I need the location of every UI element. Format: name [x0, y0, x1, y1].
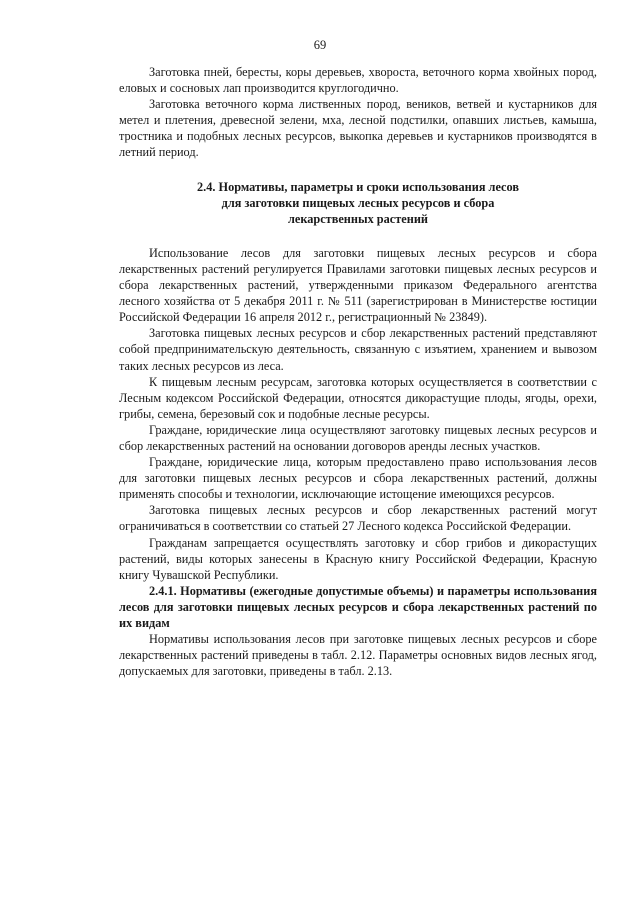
section-heading-line: 2.4. Нормативы, параметры и сроки использования лесов [197, 179, 519, 194]
section-paragraph: Заготовка пищевых лесных ресурсов и сбор лекарственных растений представляют собой предпринимательскую деятельность, связанную с изъятием, хранением и вывозом таких лесных ресурсов из леса. [119, 326, 597, 373]
page-body [119, 64, 597, 679]
section-heading [119, 179, 597, 227]
intro-paragraph: Заготовка веточного корма лиственных пород, веников, ветвей и кустарников для метел и плетения, древесной зелени, мха, лесной подстилки, опавших листьев, камыша, тростника и подобных лесных ресурсов, выкопка деревьев и кустарников производятся в летний период. [119, 97, 597, 160]
intro-paragraph: Заготовка пней, бересты, коры деревьев, хвороста, веточного корма хвойных пород, еловых и сосновых лап производится круглогодично. [119, 65, 597, 96]
subsection-heading: 2.4.1. Нормативы (ежегодные допустимые объемы) и параметры использования лесов для заготовки пищевых лесных ресурсов и сбора лекарственных растений по их видам [119, 583, 597, 630]
section-heading-line: для заготовки пищевых лесных ресурсов и сбора [221, 195, 495, 210]
section-paragraph: Использование лесов для заготовки пищевых лесных ресурсов и сбора лекарственных растений регулируется Правилами заготовки пищевых лесных ресурсов и сбора лекарственных растений, утвержденными приказом Федерального агентства лесного хозяйства от 5 декабря 2011 г. № 511 (зарегистрирован в Министерстве юстиции Российской Федерации 16 апреля 2012 г., регистрационный № 23849). [119, 245, 597, 325]
section-paragraph: Граждане, юридические лица осуществляют заготовку пищевых лесных ресурсов и сбор лекарственных растений на основании договоров аренды лесных участков. [119, 422, 597, 453]
section-paragraph: Граждане, юридические лица, которым предоставлено право использования лесов для заготовки пищевых лесных ресурсов и сбора лекарственных растений, должны применять способы и технологии, исключающие истощение имеющихся ресурсов. [119, 455, 597, 502]
subsection-paragraph: Нормативы использования лесов при заготовке пищевых лесных ресурсов и сборе лекарственных растений приведены в табл. 2.12. Параметры основных видов лесных ягод, допускаемых для заготовки, приведены в табл. 2.13. [119, 632, 597, 679]
section-paragraph: К пищевым лесным ресурсам, заготовка которых осуществляется в соответствии с Лесным кодексом Российской Федерации, относятся дикорастущие плоды, ягоды, орехи, грибы, семена, березовый сок и подобные лесные ресурсы. [119, 374, 597, 421]
page-number: 69 [313, 38, 327, 52]
section-heading-line: лекарственных растений [287, 211, 429, 226]
section-paragraph: Гражданам запрещается осуществлять заготовку и сбор грибов и дикорастущих растений, виды которых занесены в Красную книгу Российской Федерации, Красную книгу Чувашской Республики. [119, 535, 597, 582]
section-paragraph: Заготовка пищевых лесных ресурсов и сбор лекарственных растений могут ограничиваться в соответствии со статьей 27 Лесного кодекса Российской Федерации. [119, 503, 597, 534]
